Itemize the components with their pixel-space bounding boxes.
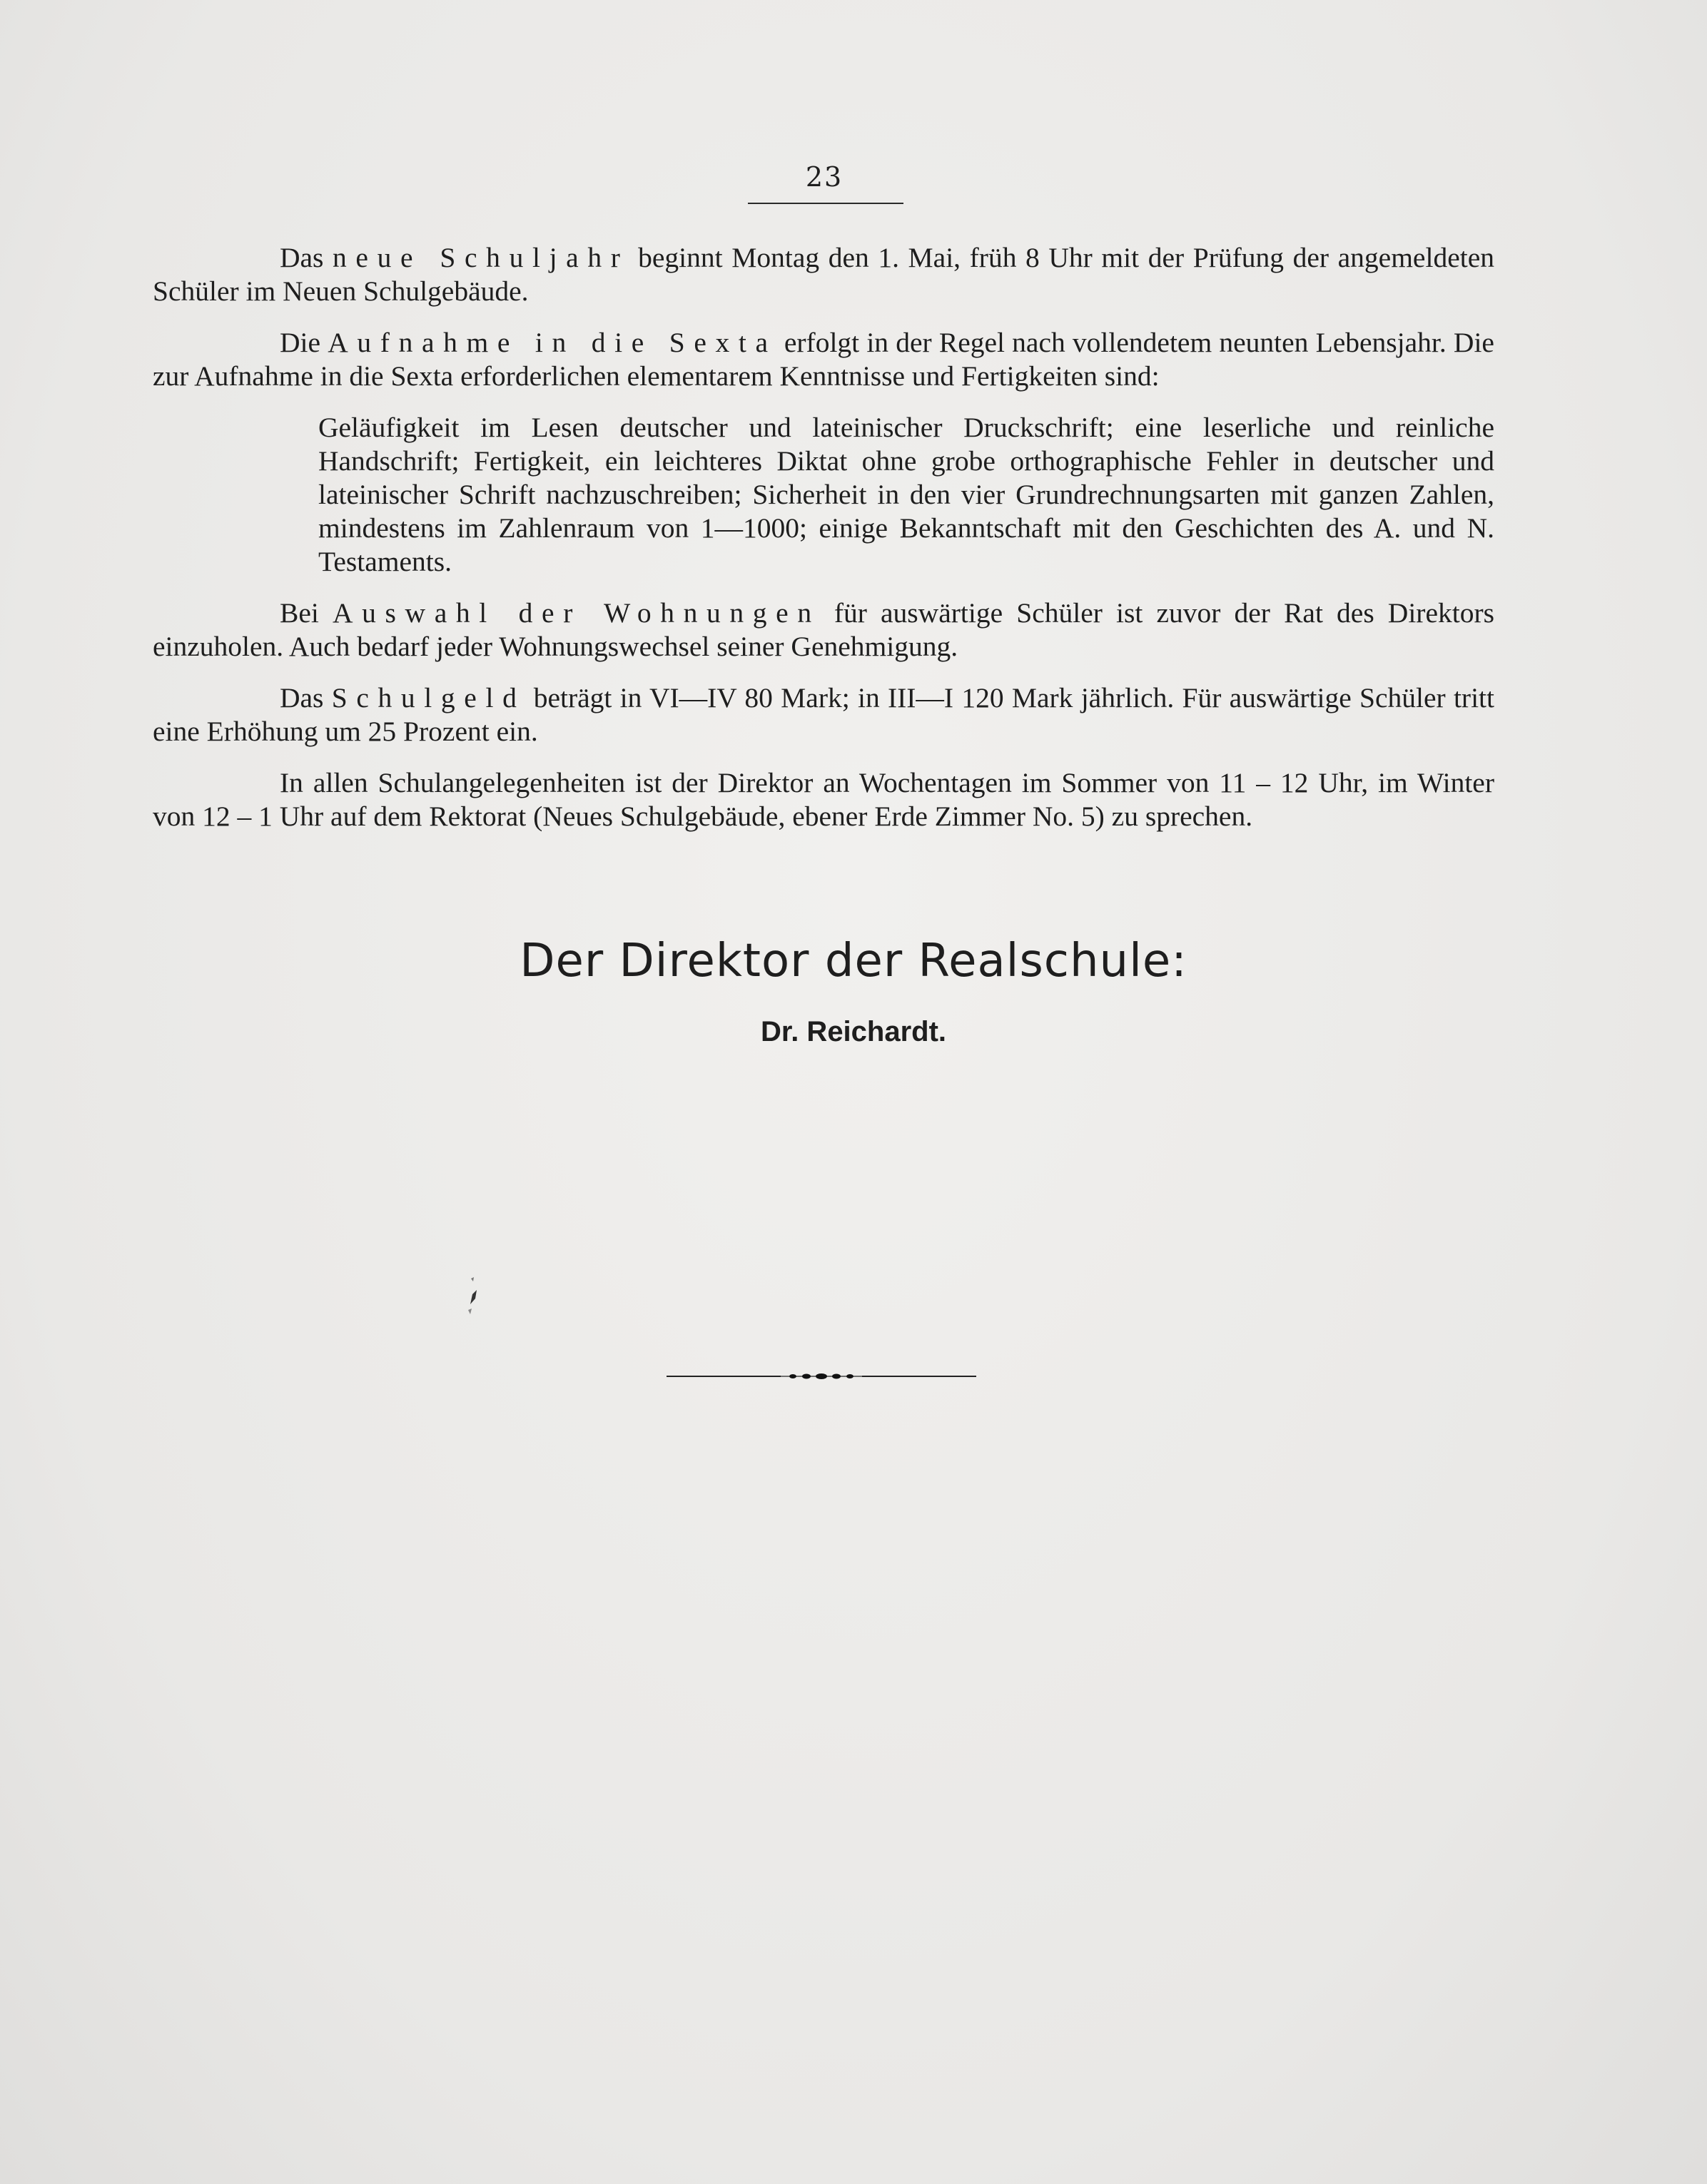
spaced-heading: Aufnahme in die Sexta xyxy=(328,327,777,358)
paragraph-admission xyxy=(153,326,1494,393)
paragraph-lead: Das xyxy=(280,682,332,713)
paragraph-office-hours xyxy=(153,766,1494,833)
spaced-heading: neue Schuljahr xyxy=(333,242,629,273)
spaced-heading: Schulgeld xyxy=(331,682,526,713)
page-number: 23 xyxy=(805,161,844,193)
ink-speck-icon xyxy=(462,1276,484,1326)
body-text xyxy=(153,241,1494,851)
signature-title: Der Direktor der Realschule: xyxy=(520,935,1187,987)
paragraph-text: für auswärtige Schüler ist zuvor der Rat des Direktors einzuholen. Auch bedarf jeder Wohnungswechsel seiner Genehmigung. xyxy=(153,597,1494,662)
page-number-rule xyxy=(748,203,903,204)
paragraph-school-year xyxy=(153,241,1494,308)
paragraph-text: beginnt Montag den 1. Mai, früh 8 Uhr mit der Prüfung der angemeldeten Schüler im Neuen Schulgebäude. xyxy=(153,242,1494,307)
paragraph-text: beträgt in VI—IV 80 Mark; in III—I 120 Mark jährlich. Für auswärtige Schüler tritt eine Erhöhung um 25 Prozent ein. xyxy=(153,682,1495,747)
spaced-heading: Auswahl der Wohnungen xyxy=(332,597,821,629)
paragraph-tuition xyxy=(153,681,1494,748)
paragraph-text: Geläufigkeit im Lesen deutscher und lateinischer Druckschrift; eine leserliche und reinliche Handschrift; Fertigkeit, ein leichteres Diktat ohne grobe orthographische Fehler in deutscher und lateinischer Schrift nachzuschreiben; Sicherheit in den vier Grundrechnungsarten mit ganzen Zahlen, mindestens im Zahlenraum von 1—1000; einige Bekanntschaft mit den Geschichten des A. und N. Testaments. xyxy=(318,412,1494,577)
paragraph-lead: Das xyxy=(280,242,333,273)
paragraph-text: In allen Schulangelegenheiten ist der Direktor an Wochentagen im Sommer von 11 – 12 Uhr, im Winter von 12 – 1 Uhr auf dem Rektorat (Neues Schulgebäude, ebener Erde Zimmer No. 5) zu sprechen. xyxy=(153,767,1494,832)
paragraph-requirements xyxy=(318,411,1494,579)
paragraph-text: erfolgt in der Regel nach vollendetem neunten Lebensjahr. Die zur Aufnahme in die Sexta erforderlichen elementarem Kenntnisse und Fertigkeiten sind: xyxy=(153,327,1494,392)
paragraph-lead: Bei xyxy=(280,597,333,629)
signature-name: Dr. Reichardt. xyxy=(760,1016,947,1047)
paragraph-lead: Die xyxy=(280,327,328,358)
paragraph-housing xyxy=(153,596,1494,664)
end-ornament-icon xyxy=(667,1366,976,1387)
